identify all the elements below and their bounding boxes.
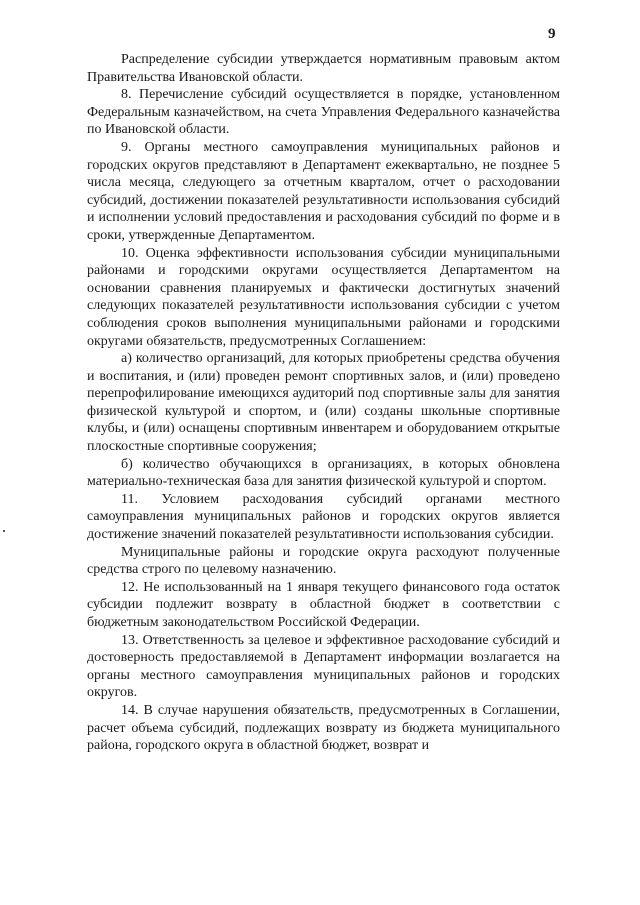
page-number: 9 — [548, 26, 556, 42]
paragraph-10-a: а) количество организаций, для которых приобретены средства обучения и воспитания, и (или) проведен ремонт спортивных залов, и (или) проведено перепрофилирование имеющихся аудиторий под спортивные залы для занятия физической культурой и спортом, и (или) созданы школьные спортивные клубы, и (или) оснащены спортивным инвентарем и оборудованием открытые плоскостные спортивные сооружения; — [87, 351, 560, 455]
paragraph-8: 8. Перечисление субсидий осуществляется в порядке, установленном Федеральным казначейством, на счета Управления Федерального казначейства по Ивановской области. — [87, 87, 560, 138]
paragraph-11: 11. Условием расходования субсидий органами местного самоуправления муниципальных районов и городских округов является достижение значений показателей результативности использования субсидии. — [87, 491, 560, 543]
document-body — [87, 51, 560, 755]
paragraph-9: 9. Органы местного самоуправления муниципальных районов и городских округов представляют в Департамент ежеквартально, не позднее 5 числа месяца, следующего за отчетным кварталом, отчет о расходовании субсидий, достижении показателей результативности использования субсидий и исполнении условий предоставления и расходования субсидий по форме и в сроки, утвержденные Департаментом. — [87, 139, 560, 243]
paragraph-10-b: б) количество обучающихся в организациях, в которых обновлена материально-техническая база для занятия физической культурой и спортом. — [87, 456, 560, 490]
paragraph-subsidy-distribution: Распределение субсидии утверждается нормативным правовым актом Правительства Ивановской области. — [87, 52, 560, 85]
scan-speck — [3, 530, 5, 532]
paragraph-10: 10. Оценка эффективности использования субсидии муниципальными районами и городскими округами осуществляется Департаментом на основании сравнения планируемых и фактически достигнутых значений следующих показателей результативности использования субсидии с учетом соблюдения сроков выполнения муниципальными районами и городскими округами обязательств, предусмотренных Соглашением: — [87, 245, 560, 349]
paragraph-14: 14. В случае нарушения обязательств, предусмотренных в Соглашении, расчет объема субсидий, подлежащих возврату из бюджета муниципального района, городского округа в областной бюджет, возврат и — [87, 702, 560, 754]
paragraph-13: 13. Ответственность за целевое и эффективное расходование субсидий и достоверность предоставляемой в Департамент информации возлагается на органы местного самоуправления муниципальных районов и городских округов. — [87, 632, 560, 701]
paragraph-12: 12. Не использованный на 1 января текущего финансового года остаток субсидии подлежит возврату в областной бюджет в соответствии с бюджетным законодательством Российской Федерации. — [87, 579, 560, 630]
paragraph-11-continued: Муниципальные районы и городские округа расходуют полученные средства строго по целевому назначению. — [87, 544, 560, 578]
